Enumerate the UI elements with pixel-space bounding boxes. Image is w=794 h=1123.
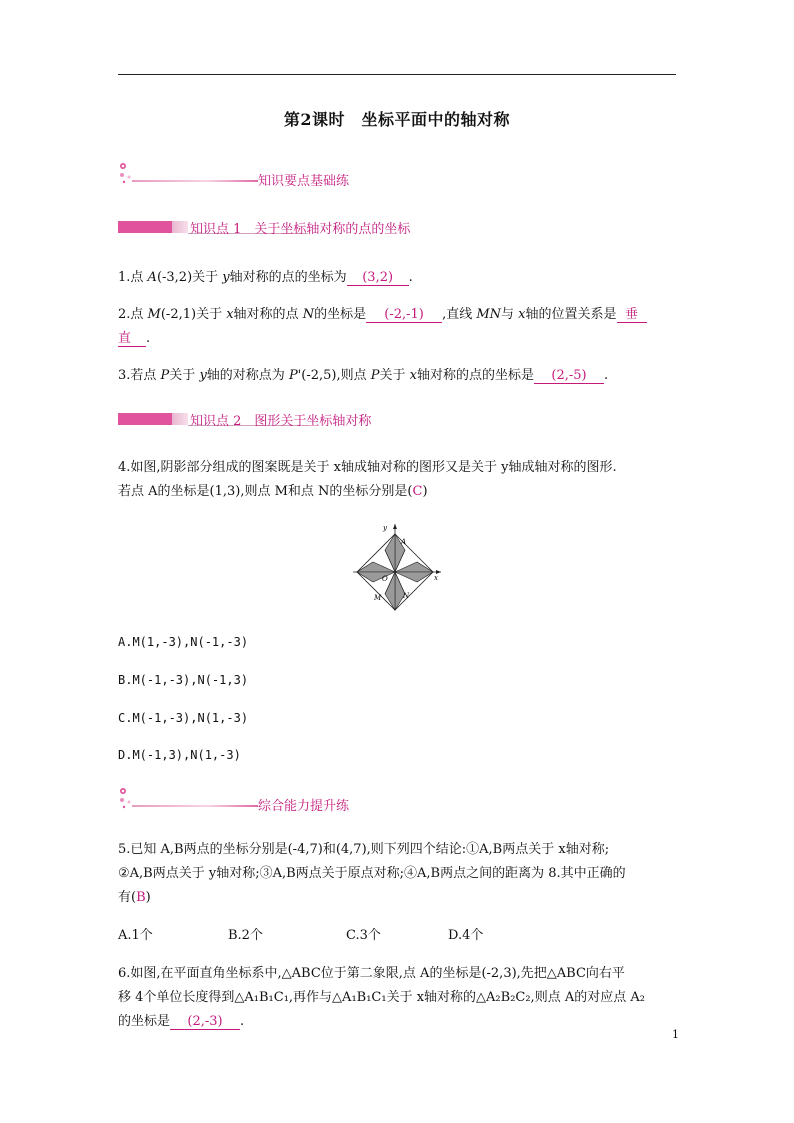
question-2-line-1: 2.点 M(-2,1)关于 x轴对称的点 N的坐标是 (-2,-1) ,直线 MN与 x轴的位置关系是 垂: [118, 303, 647, 323]
label-O: O: [382, 575, 388, 583]
shaded-region: [395, 572, 433, 582]
option-a: A.1个: [118, 928, 153, 943]
option-c: C.M(-1,-3),N(1,-3): [118, 711, 249, 725]
kp-title: 知识点 1 关于坐标轴对称的点的坐标: [190, 222, 411, 237]
question-6-line-2: 移 4个单位长度得到△A₁B₁C₁,再作与△A₁B₁C₁关于 x轴对称的△A₂B₂C₂,则点 A的对应点 A₂: [118, 990, 645, 1005]
kp-title: 知识点 2 图形关于坐标轴对称: [190, 414, 372, 429]
answer-choice: C: [412, 484, 423, 499]
kp-bar-tail: [172, 413, 188, 425]
option-a: A.M(1,-3),N(-1,-3): [118, 635, 249, 649]
shaded-region: [357, 572, 395, 582]
answer-blank: 垂: [617, 303, 647, 323]
question-5-line-1: 5.已知 A,B两点的坐标分别是(-4,7)和(4,7),则下列四个结论:①A,B两点关于 x轴对称;: [118, 842, 610, 857]
flower-decoration-icon: [118, 787, 134, 811]
option-c: C.3个: [346, 928, 381, 943]
question-5-line-2: ②A,B两点关于 y轴对称;③A,B两点关于原点对称;④A,B两点之间的距离为 8.其中正确的: [118, 866, 626, 881]
answer-blank: (2,-5): [534, 368, 604, 384]
question-1: 1.点 A(-3,2)关于 y轴对称的点的坐标为 (3,2) .: [118, 270, 413, 285]
kp-bar: [118, 221, 172, 233]
option-d: D.4个: [448, 928, 484, 943]
question-6-line-1: 6.如图,在平面直角坐标系中,△ABC位于第二象限,点 A的坐标是(-2,3),先把△ABC向右平: [118, 966, 625, 981]
answer-blank: 直: [118, 327, 146, 347]
page-title: 第2课时 坐标平面中的轴对称: [283, 110, 511, 129]
section-title: 知识要点基础练: [258, 174, 350, 189]
answer-blank: (-2,-1): [366, 307, 442, 323]
shaded-region: [357, 562, 395, 572]
page-number: 1: [672, 1028, 679, 1041]
label-x: x: [434, 574, 438, 582]
question-4-line-2: 若点 A的坐标是(1,3),则点 M和点 N的坐标分别是(C): [118, 484, 428, 499]
q4-figure: [349, 520, 445, 612]
kp-bar: [118, 413, 172, 425]
answer-blank: (3,2): [347, 270, 409, 286]
question-3: 3.若点 P关于 y轴的对称点为 P'(-2,5),则点 P关于 x轴对称的点的坐标是 (2,-5) .: [118, 368, 609, 383]
header-rule: [118, 74, 676, 75]
question-5-line-3: 有(B): [118, 890, 151, 905]
question-6-line-3: 的坐标是 (2,-3) .: [118, 1014, 245, 1029]
kp-bar-tail: [172, 221, 188, 233]
answer-choice: B: [136, 890, 146, 905]
section-rule: [132, 180, 258, 182]
answer-blank: (2,-3): [170, 1014, 240, 1030]
option-b: B.M(-1,-3),N(-1,3): [118, 673, 249, 687]
flower-decoration-icon: [118, 162, 134, 186]
y-axis-arrow-icon: [393, 524, 397, 529]
label-N: N: [403, 592, 410, 600]
label-M: M: [374, 594, 382, 602]
question-4-line-1: 4.如图,阴影部分组成的图案既是关于 x轴成轴对称的图形又是关于 y轴成轴对称的图形.: [118, 460, 617, 475]
label-y: y: [383, 524, 387, 532]
label-A: A: [401, 538, 407, 546]
question-2-line-2: 直 .: [118, 327, 150, 347]
section-title: 综合能力提升练: [258, 799, 350, 814]
section-rule: [132, 805, 258, 807]
option-d: D.M(-1,3),N(1,-3): [118, 748, 241, 762]
option-b: B.2个: [228, 928, 263, 943]
shaded-region: [395, 562, 433, 572]
